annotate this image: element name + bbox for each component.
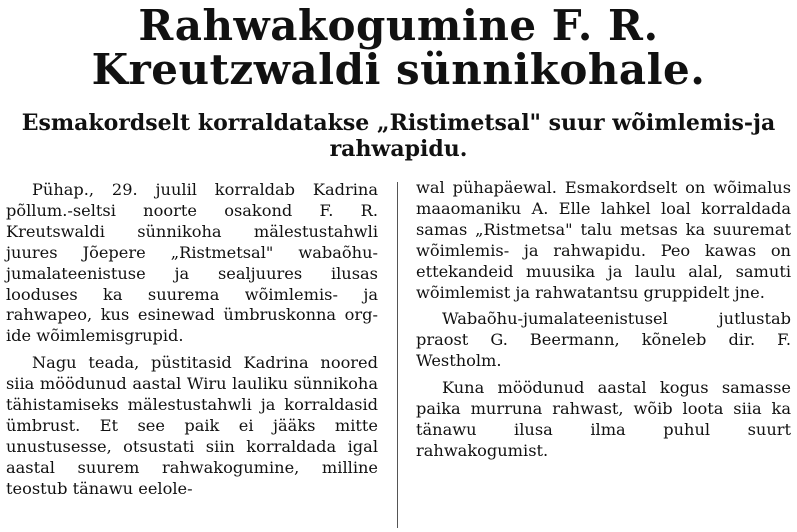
column-left (6, 180, 378, 506)
column-divider (397, 182, 398, 528)
headline: Rahwakogumine F. R. Kreutzwaldi sünnikohale. (91, 1, 706, 94)
subheadline: Esmakordselt korraldatakse „Ristimetsal" suur wõimlemis-ja rahwapidu. (21, 110, 776, 162)
paragraph: Kuna möödunud aastal kogus samasse paika murruna rahwast, wõib loota siia ka tänawu ilusa ilma puhul suurt rahwakogumist. (416, 378, 791, 460)
paragraph: wal pühapäewal. Esmakordselt on wõimalus maaomaniku A. Elle lahkel loal korraldada samas „Ristmetsa" talu metsas ka suuremat wõimlemis- ja rahwapidu. Peo kawas on ettekandeid muusika ja laulu alal, samuti wõimlemist ja rahwatantsu gruppidelt jne. (416, 178, 791, 302)
paragraph: Pühap., 29. juulil korraldab Kadrina põllum.-seltsi noorte osakond F. R. Kreutswaldi sünnikoha mälestustahwli juures Jõepere „Ristmetsal" wabaõhu-jumalateenistuse ja sealjuures ilusas looduses ka suurema wõimlemis- ja rahwapeo, kus esinewad ümbruskonna org-ide wõimlemisgrupid. (6, 180, 378, 346)
column-right (416, 178, 791, 468)
paragraph: Nagu teada, püstitasid Kadrina noored siia möödunud aastal Wiru lauliku sünnikoha tähistamiseks mälestustahwli ja korraldasid ümbrust. Et see paik ei jääks mitte unustusesse, otsustati siin korraldada igal aastal suurem rahwakogumine, milline teostub tänawu eelole- (6, 353, 378, 498)
paragraph: Wabaõhu-jumalateenistusel jutlustab praost G. Beermann, kõneleb dir. F. Westholm. (416, 309, 791, 371)
